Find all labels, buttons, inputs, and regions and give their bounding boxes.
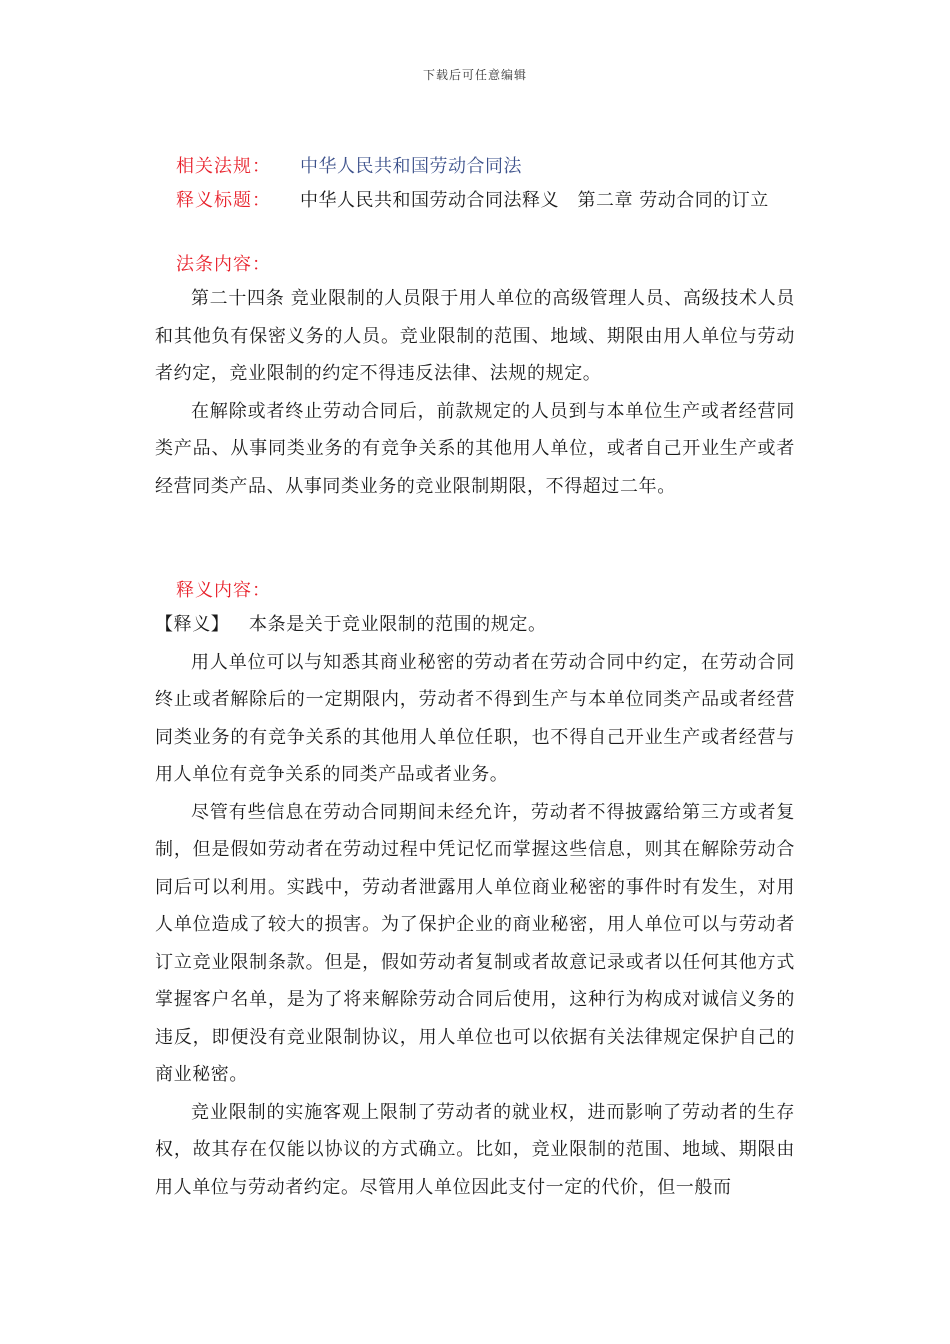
interpretation-tag: 【释义】 [155, 614, 230, 635]
interpretation-intro: 本条是关于竞业限制的范围的规定。 [249, 614, 547, 635]
interpretation-intro-line [155, 606, 795, 644]
header-note: 下载后可任意编辑 [422, 68, 527, 82]
interpretation-content [155, 606, 795, 1206]
interpretation-paragraph: 用人单位可以与知悉其商业秘密的劳动者在劳动合同中约定，在劳动合同终止或者解除后的一定期限内，劳动者不得到生产与本单位同类产品或者经营同类业务的有竞争关系的其他用人单位任职，也不得自己开业生产或者经营与用人单位有竞争关系的同类产品或者业务。 [155, 651, 795, 785]
article-paragraph: 第二十四条 竞业限制的人员限于用人单位的高级管理人员、高级技术人员和其他负有保密义务的人员。竞业限制的范围、地域、期限由用人单位与劳动者约定，竞业限制的约定不得违反法律、法规的规定。 [155, 288, 795, 384]
article-paragraph: 在解除或者终止劳动合同后，前款规定的人员到与本单位生产或者经营同类产品、从事同类业务的有竞争关系的其他用人单位，或者自己开业生产或者经营同类产品、从事同类业务的竞业限制期限，不得超过二年。 [155, 400, 795, 497]
related-law-row [176, 153, 522, 181]
interpretation-paragraph: 尽管有些信息在劳动合同期间未经允许，劳动者不得披露给第三方或者复制，但是假如劳动者在劳动过程中凭记忆而掌握这些信息，则其在解除劳动合同后可以利用。实践中，劳动者泄露用人单位商业秘密的事件时有发生，对用人单位造成了较大的损害。为了保护企业的商业秘密，用人单位可以与劳动者订立竞业限制条款。但是，假如劳动者复制或者故意记录或者以任何其他方式掌握客户名单，是为了将来解除劳动合同后使用，这种行为构成对诚信义务的违反，即便没有竞业限制协议，用人单位也可以依据有关法律规定保护自己的商业秘密。 [155, 801, 795, 1085]
interpretation-title-label: 释义标题： [176, 190, 271, 211]
related-law-label: 相关法规： [176, 156, 271, 177]
interpretation-content-label: 释义内容： [176, 580, 271, 601]
article-content-label: 法条内容： [176, 254, 271, 275]
article-content [155, 280, 795, 505]
interpretation-title-value: 中华人民共和国劳动合同法释义 第二章 劳动合同的订立 [300, 190, 769, 211]
interpretation-title-row [176, 187, 769, 215]
interpretation-paragraph: 竞业限制的实施客观上限制了劳动者的就业权，进而影响了劳动者的生存权，故其存在仅能以协议的方式确立。比如，竞业限制的范围、地域、期限由用人单位与劳动者约定。尽管用人单位因此支付一定的代价，但一般而 [155, 1101, 795, 1198]
related-law-value: 中华人民共和国劳动合同法 [300, 156, 522, 177]
